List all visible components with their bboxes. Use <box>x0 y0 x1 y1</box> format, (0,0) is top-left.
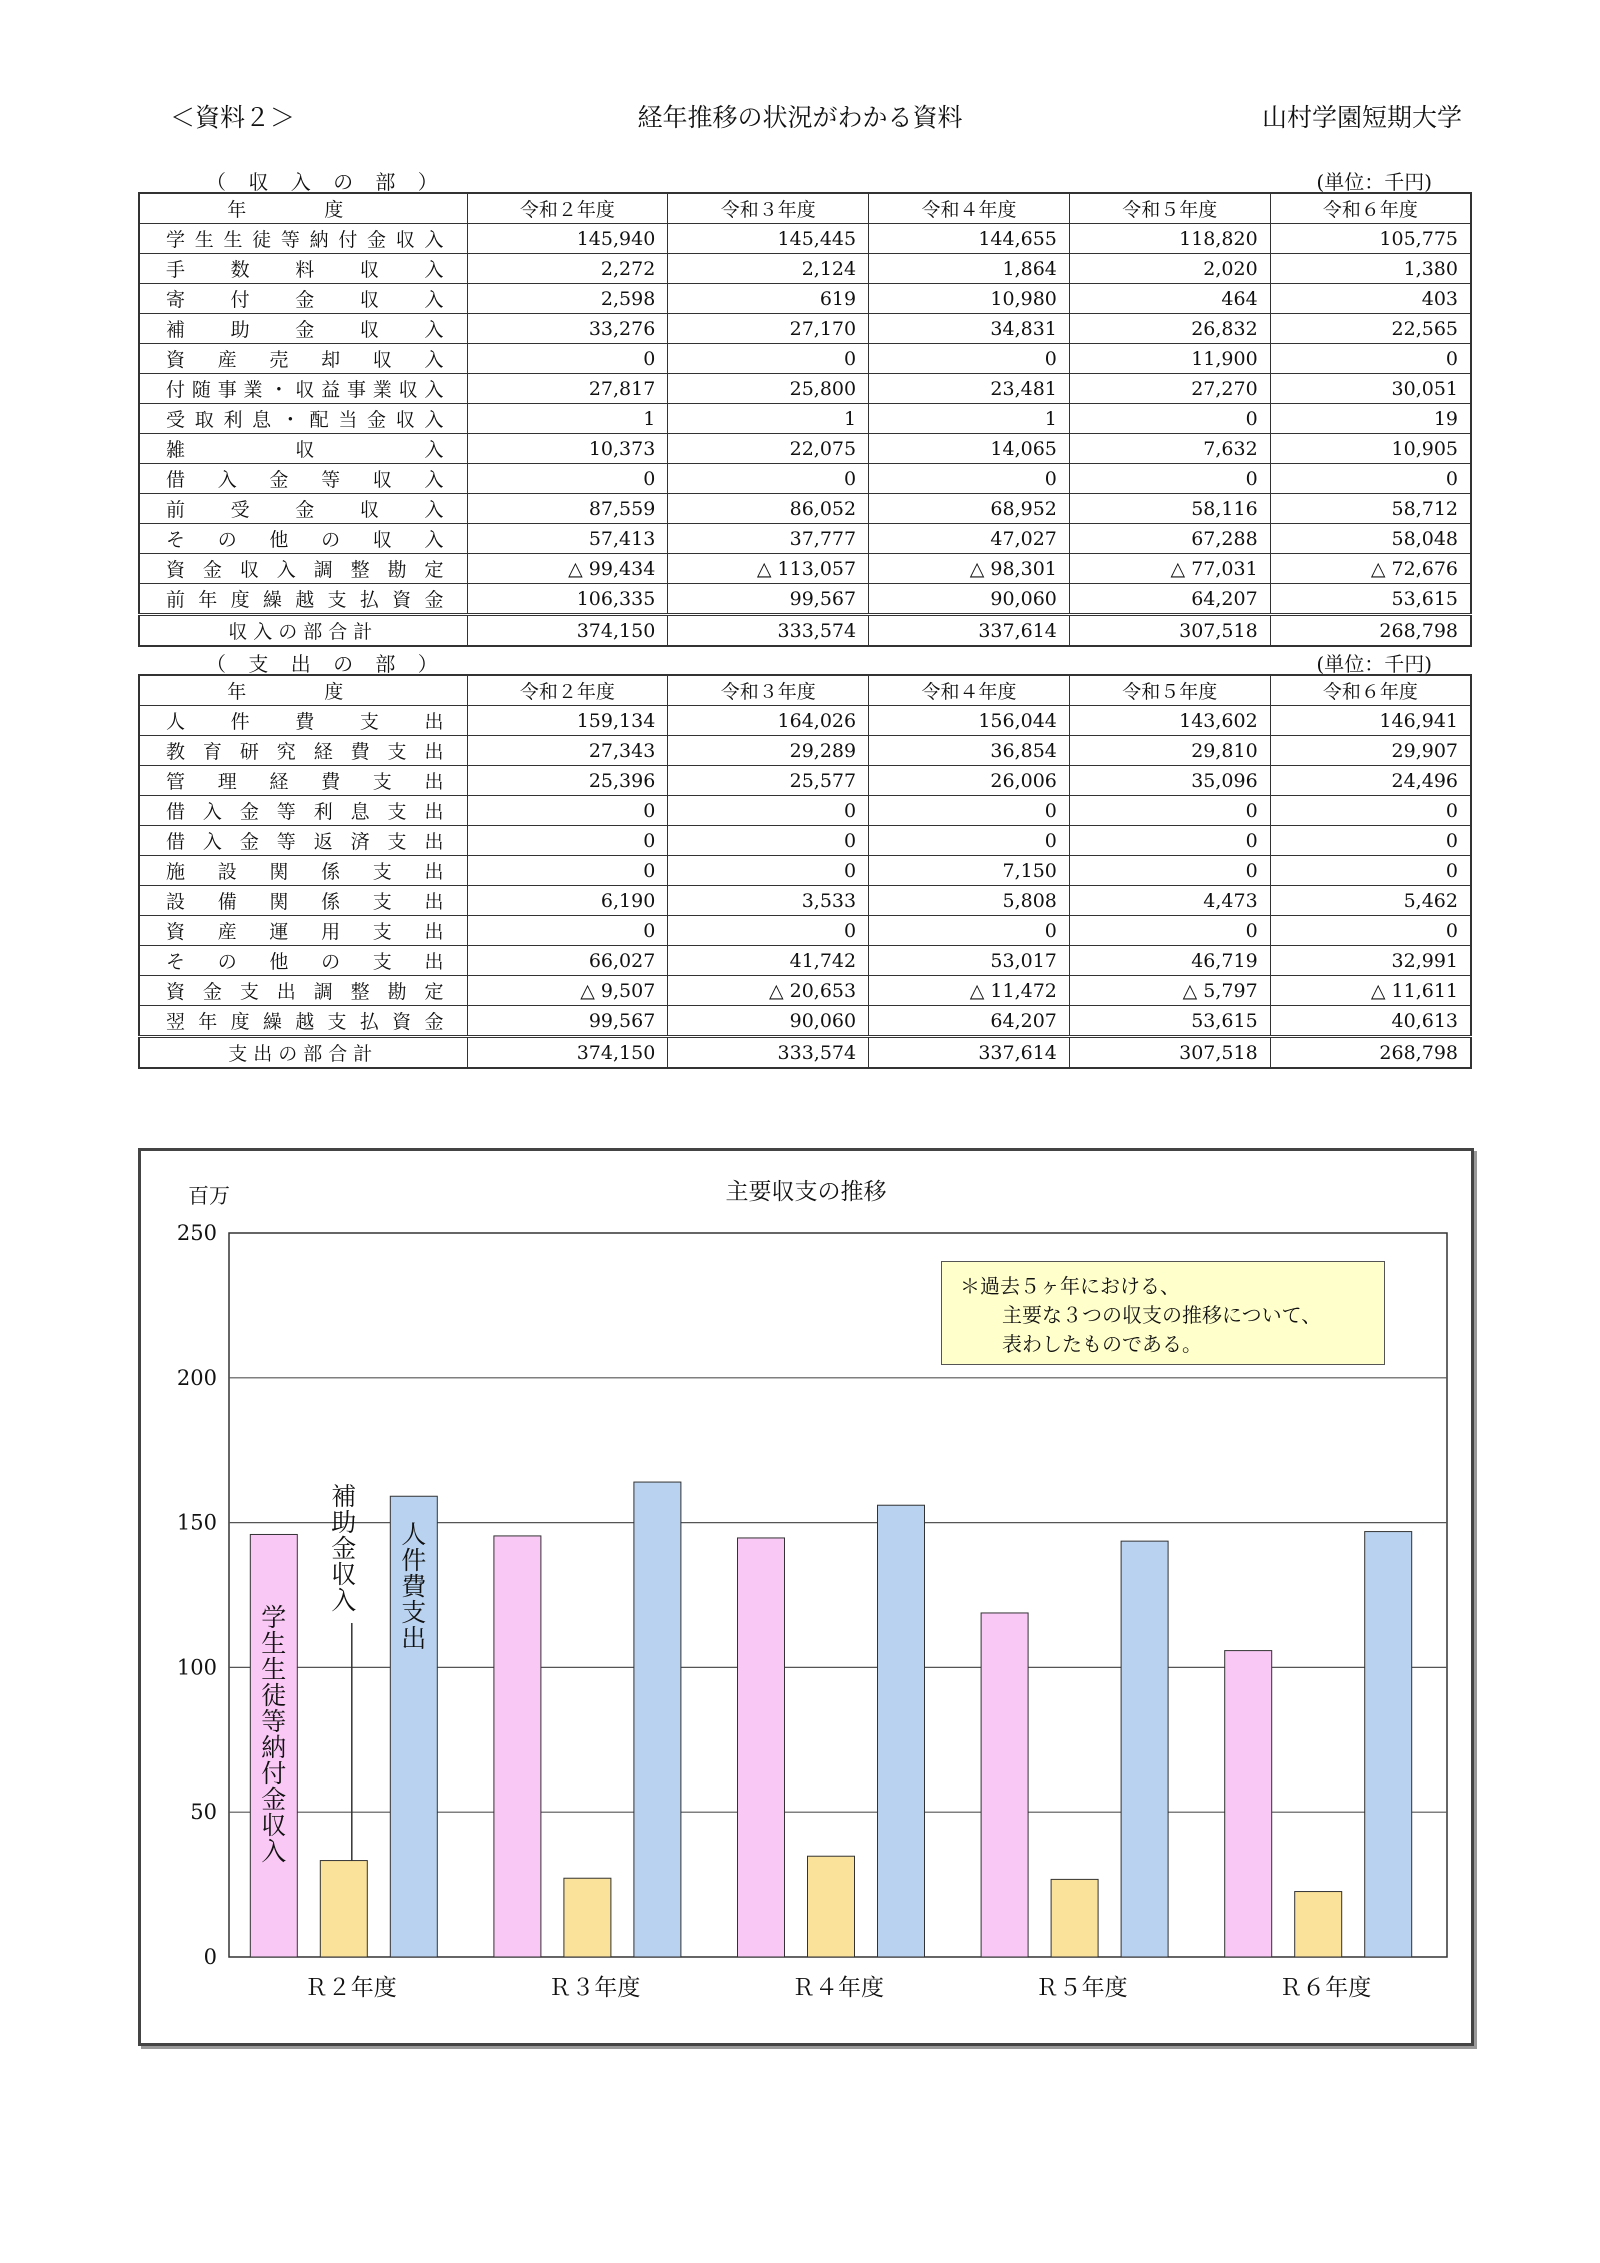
year-column-header: 令和６年度 <box>1270 675 1471 706</box>
row-label: 施設関係支出 <box>139 856 467 886</box>
value-cell: 58,712 <box>1270 494 1471 524</box>
table-row <box>139 1006 1471 1037</box>
value-cell: 0 <box>869 464 1070 494</box>
bar-tuition-5 <box>1225 1651 1272 1957</box>
y-axis-unit-label: 百万 <box>188 1184 230 1208</box>
chart-title: 主要収支の推移 <box>725 1179 887 1205</box>
table-row <box>139 404 1471 434</box>
value-cell: 464 <box>1069 284 1270 314</box>
row-label: 学生生徒等納付金収入 <box>139 224 467 254</box>
value-cell: 40,613 <box>1270 1006 1471 1037</box>
row-label: 人件費支出 <box>139 706 467 736</box>
value-cell: 99,567 <box>467 1006 668 1037</box>
series-label-tuition: 学生生徒等納付金収入 <box>261 1603 287 1866</box>
table-row <box>139 284 1471 314</box>
value-cell: 24,496 <box>1270 766 1471 796</box>
bar-tuition-2 <box>494 1536 541 1957</box>
row-label: 借入金等返済支出 <box>139 826 467 856</box>
value-cell: 29,907 <box>1270 736 1471 766</box>
value-cell: 90,060 <box>668 1006 869 1037</box>
value-cell: 41,742 <box>668 946 869 976</box>
value-cell: 87,559 <box>467 494 668 524</box>
value-cell: 32,991 <box>1270 946 1471 976</box>
bar-personnel-5 <box>1365 1532 1412 1957</box>
income-unit-label: (単位：千円) <box>1316 170 1432 194</box>
bar-subsidy-3 <box>808 1856 855 1957</box>
value-cell: 0 <box>869 826 1070 856</box>
value-cell: 0 <box>467 796 668 826</box>
value-cell: 619 <box>668 284 869 314</box>
table-row <box>139 524 1471 554</box>
bar-personnel-2 <box>634 1482 681 1957</box>
value-cell: 146,941 <box>1270 706 1471 736</box>
chart-note-line: 主要な３つの収支の推移について、 <box>1002 1303 1322 1327</box>
value-cell: 27,170 <box>668 314 869 344</box>
value-cell: 5,808 <box>869 886 1070 916</box>
row-label: 前年度繰越支払資金 <box>139 584 467 615</box>
value-cell: 2,124 <box>668 254 869 284</box>
expense-table <box>138 674 1472 1069</box>
total-value-cell: 333,574 <box>668 1037 869 1069</box>
bar-tuition-4 <box>981 1613 1028 1957</box>
value-cell: 0 <box>668 856 869 886</box>
value-cell: 26,006 <box>869 766 1070 796</box>
table-row <box>139 374 1471 404</box>
bar-subsidy-1 <box>320 1861 367 1957</box>
value-cell: 47,027 <box>869 524 1070 554</box>
value-cell: 37,777 <box>668 524 869 554</box>
value-cell: △ 11,611 <box>1270 976 1471 1006</box>
value-cell: 10,905 <box>1270 434 1471 464</box>
value-cell: 58,116 <box>1069 494 1270 524</box>
year-column-header: 令和３年度 <box>668 193 869 224</box>
row-label: 管理経費支出 <box>139 766 467 796</box>
year-column-header: 令和２年度 <box>467 675 668 706</box>
value-cell: 29,289 <box>668 736 869 766</box>
value-cell: △ 98,301 <box>869 554 1070 584</box>
row-label: 借入金等収入 <box>139 464 467 494</box>
total-label: 収入の部合計 <box>139 615 467 647</box>
value-cell: 0 <box>1069 916 1270 946</box>
y-tick-label: 250 <box>176 1221 217 1245</box>
value-cell: 0 <box>1270 856 1471 886</box>
value-cell: 35,096 <box>1069 766 1270 796</box>
value-cell: 0 <box>668 344 869 374</box>
value-cell: 19 <box>1270 404 1471 434</box>
value-cell: △ 9,507 <box>467 976 668 1006</box>
value-cell: 1,864 <box>869 254 1070 284</box>
row-label: 資産運用支出 <box>139 916 467 946</box>
value-cell: 0 <box>1270 796 1471 826</box>
value-cell: 0 <box>869 796 1070 826</box>
value-cell: 27,343 <box>467 736 668 766</box>
total-value-cell: 337,614 <box>869 1037 1070 1069</box>
row-label: 雑収入 <box>139 434 467 464</box>
value-cell: 118,820 <box>1069 224 1270 254</box>
value-cell: 2,598 <box>467 284 668 314</box>
value-cell: 0 <box>668 826 869 856</box>
total-value-cell: 337,614 <box>869 615 1070 647</box>
value-cell: 6,190 <box>467 886 668 916</box>
value-cell: 0 <box>1069 404 1270 434</box>
year-column-header: 令和４年度 <box>869 193 1070 224</box>
value-cell: 0 <box>1270 826 1471 856</box>
value-cell: 90,060 <box>869 584 1070 615</box>
x-tick-label: Ｒ５年度 <box>1035 1975 1128 2001</box>
x-tick-label: Ｒ４年度 <box>792 1975 884 2001</box>
value-cell: 66,027 <box>467 946 668 976</box>
value-cell: 36,854 <box>869 736 1070 766</box>
value-cell: 105,775 <box>1270 224 1471 254</box>
value-cell: 53,615 <box>1069 1006 1270 1037</box>
value-cell: 27,270 <box>1069 374 1270 404</box>
value-cell: 58,048 <box>1270 524 1471 554</box>
value-cell: 156,044 <box>869 706 1070 736</box>
expense-section-label: （ 支 出 の 部 ） <box>206 652 446 676</box>
value-cell: 23,481 <box>869 374 1070 404</box>
value-cell: △ 77,031 <box>1069 554 1270 584</box>
value-cell: 29,810 <box>1069 736 1270 766</box>
row-label: 受取利息・配当金収入 <box>139 404 467 434</box>
row-label: 補助金収入 <box>139 314 467 344</box>
row-label: 寄付金収入 <box>139 284 467 314</box>
value-cell: 145,940 <box>467 224 668 254</box>
value-cell: 145,445 <box>668 224 869 254</box>
table-row <box>139 856 1471 886</box>
value-cell: 0 <box>869 344 1070 374</box>
value-cell: 64,207 <box>1069 584 1270 615</box>
value-cell: 1 <box>467 404 668 434</box>
value-cell: 10,980 <box>869 284 1070 314</box>
chart-note-line: 表わしたものである。 <box>1002 1332 1202 1356</box>
income-table <box>138 192 1472 647</box>
chart-note <box>941 1261 1385 1365</box>
row-label: 借入金等利息支出 <box>139 796 467 826</box>
table-row <box>139 464 1471 494</box>
value-cell: 25,800 <box>668 374 869 404</box>
year-column-header: 令和６年度 <box>1270 193 1471 224</box>
y-tick-label: 50 <box>190 1800 217 1825</box>
value-cell: 22,565 <box>1270 314 1471 344</box>
value-cell: 4,473 <box>1069 886 1270 916</box>
row-label: 前受金収入 <box>139 494 467 524</box>
value-cell: 46,719 <box>1069 946 1270 976</box>
x-tick-label: Ｒ６年度 <box>1279 1975 1372 2001</box>
value-cell: 1 <box>668 404 869 434</box>
value-cell: 0 <box>668 916 869 946</box>
value-cell: 11,900 <box>1069 344 1270 374</box>
value-cell: 30,051 <box>1270 374 1471 404</box>
value-cell: △ 20,653 <box>668 976 869 1006</box>
table-row <box>139 494 1471 524</box>
y-tick-label: 200 <box>176 1365 217 1390</box>
institution-name: 山村学園短期大学 <box>1261 103 1462 132</box>
value-cell: △ 5,797 <box>1069 976 1270 1006</box>
value-cell: 26,832 <box>1069 314 1270 344</box>
value-cell: △ 99,434 <box>467 554 668 584</box>
total-value-cell: 268,798 <box>1270 615 1471 647</box>
total-value-cell: 333,574 <box>668 615 869 647</box>
total-row <box>139 615 1471 647</box>
value-cell: 159,134 <box>467 706 668 736</box>
year-header-cell: 年 度 <box>139 675 467 706</box>
table-row <box>139 314 1471 344</box>
value-cell: 0 <box>467 826 668 856</box>
value-cell: 25,396 <box>467 766 668 796</box>
expense-unit-label: (単位：千円) <box>1316 652 1432 676</box>
table-row <box>139 434 1471 464</box>
table-row <box>139 886 1471 916</box>
value-cell: 0 <box>467 856 668 886</box>
value-cell: 0 <box>1270 464 1471 494</box>
bar-tuition-3 <box>738 1538 785 1957</box>
value-cell: 0 <box>467 916 668 946</box>
value-cell: 143,602 <box>1069 706 1270 736</box>
value-cell: 2,020 <box>1069 254 1270 284</box>
value-cell: 1,380 <box>1270 254 1471 284</box>
table-row <box>139 584 1471 615</box>
x-tick-label: Ｒ３年度 <box>548 1975 641 2001</box>
row-label: 付随事業・収益事業収入 <box>139 374 467 404</box>
table-row <box>139 254 1471 284</box>
value-cell: 57,413 <box>467 524 668 554</box>
series-label-subsidy: 補助金収入 <box>331 1482 357 1615</box>
value-cell: 403 <box>1270 284 1471 314</box>
y-tick-label: 0 <box>203 1945 217 1969</box>
value-cell: 53,615 <box>1270 584 1471 615</box>
table-row <box>139 946 1471 976</box>
y-tick-label: 150 <box>176 1510 217 1535</box>
table-row <box>139 796 1471 826</box>
total-value-cell: 307,518 <box>1069 615 1270 647</box>
value-cell: 0 <box>1069 796 1270 826</box>
value-cell: 5,462 <box>1270 886 1471 916</box>
table-row <box>139 736 1471 766</box>
value-cell: 0 <box>1270 916 1471 946</box>
value-cell: 2,272 <box>467 254 668 284</box>
row-label: 教育研究経費支出 <box>139 736 467 766</box>
year-column-header: 令和３年度 <box>668 675 869 706</box>
value-cell: △ 72,676 <box>1270 554 1471 584</box>
value-cell: 67,288 <box>1069 524 1270 554</box>
year-column-header: 令和４年度 <box>869 675 1070 706</box>
value-cell: 0 <box>467 344 668 374</box>
value-cell: 64,207 <box>869 1006 1070 1037</box>
chart-note-line: ＊過去５ヶ年における、 <box>960 1274 1180 1298</box>
bar-personnel-3 <box>878 1505 925 1957</box>
bar-subsidy-4 <box>1051 1879 1098 1957</box>
total-label: 支出の部合計 <box>139 1037 467 1069</box>
value-cell: 99,567 <box>668 584 869 615</box>
value-cell: 0 <box>668 796 869 826</box>
bar-subsidy-2 <box>564 1878 611 1957</box>
document-title: 経年推移の状況がわかる資料 <box>637 103 963 132</box>
year-column-header: 令和５年度 <box>1069 193 1270 224</box>
value-cell: 53,017 <box>869 946 1070 976</box>
value-cell: 14,065 <box>869 434 1070 464</box>
table-header-row <box>139 675 1471 706</box>
table-row <box>139 916 1471 946</box>
total-value-cell: 374,150 <box>467 615 668 647</box>
value-cell: 164,026 <box>668 706 869 736</box>
table-row <box>139 706 1471 736</box>
value-cell: 0 <box>1069 856 1270 886</box>
value-cell: 33,276 <box>467 314 668 344</box>
table-header-row <box>139 193 1471 224</box>
value-cell: 0 <box>1069 826 1270 856</box>
x-tick-label: Ｒ２年度 <box>304 1975 397 2001</box>
table-row <box>139 766 1471 796</box>
series-label-personnel: 人件費支出 <box>401 1520 427 1653</box>
total-row <box>139 1037 1471 1069</box>
value-cell: 7,632 <box>1069 434 1270 464</box>
total-value-cell: 374,150 <box>467 1037 668 1069</box>
row-label: 資産売却収入 <box>139 344 467 374</box>
value-cell: 1 <box>869 404 1070 434</box>
income-section-label: （ 収 入 の 部 ） <box>206 170 446 194</box>
value-cell: 27,817 <box>467 374 668 404</box>
value-cell: 10,373 <box>467 434 668 464</box>
value-cell: 22,075 <box>668 434 869 464</box>
row-label: 資金収入調整勘定 <box>139 554 467 584</box>
table-row <box>139 976 1471 1006</box>
value-cell: 86,052 <box>668 494 869 524</box>
table-row <box>139 826 1471 856</box>
value-cell: 34,831 <box>869 314 1070 344</box>
row-label: 翌年度繰越支払資金 <box>139 1006 467 1037</box>
value-cell: 0 <box>668 464 869 494</box>
row-label: その他の支出 <box>139 946 467 976</box>
value-cell: 25,577 <box>668 766 869 796</box>
value-cell: 144,655 <box>869 224 1070 254</box>
table-row <box>139 554 1471 584</box>
bar-subsidy-5 <box>1295 1892 1342 1957</box>
value-cell: △ 11,472 <box>869 976 1070 1006</box>
table-row <box>139 344 1471 374</box>
value-cell: 3,533 <box>668 886 869 916</box>
value-cell: 7,150 <box>869 856 1070 886</box>
document-label: ＜資料２＞ <box>170 103 296 132</box>
row-label: その他の収入 <box>139 524 467 554</box>
year-column-header: 令和２年度 <box>467 193 668 224</box>
year-column-header: 令和５年度 <box>1069 675 1270 706</box>
y-tick-label: 100 <box>176 1655 217 1680</box>
value-cell: 0 <box>467 464 668 494</box>
value-cell: 0 <box>1270 344 1471 374</box>
total-value-cell: 268,798 <box>1270 1037 1471 1069</box>
bar-personnel-4 <box>1121 1541 1168 1957</box>
value-cell: 68,952 <box>869 494 1070 524</box>
value-cell: 0 <box>1069 464 1270 494</box>
row-label: 手数料収入 <box>139 254 467 284</box>
value-cell: 0 <box>869 916 1070 946</box>
total-value-cell: 307,518 <box>1069 1037 1270 1069</box>
year-header-cell: 年 度 <box>139 193 467 224</box>
table-row <box>139 224 1471 254</box>
row-label: 設備関係支出 <box>139 886 467 916</box>
row-label: 資金支出調整勘定 <box>139 976 467 1006</box>
value-cell: △ 113,057 <box>668 554 869 584</box>
value-cell: 106,335 <box>467 584 668 615</box>
chart-frame <box>138 1148 1474 2046</box>
